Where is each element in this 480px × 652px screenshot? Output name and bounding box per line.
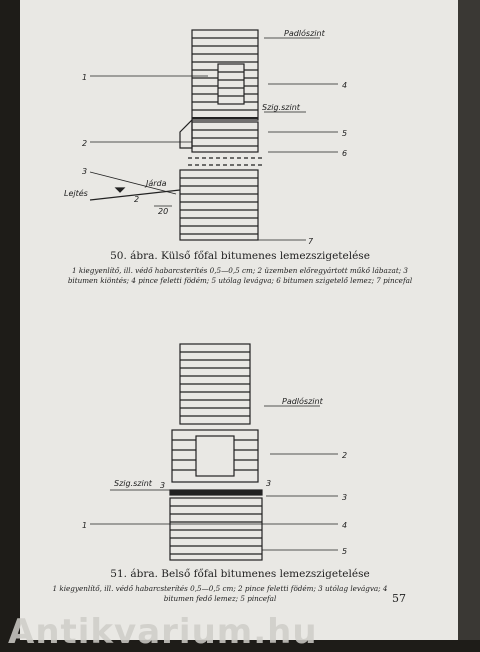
fig50-break-line: [188, 158, 262, 165]
fig51-label-5: 5: [342, 547, 348, 556]
fig50-plinth: [180, 120, 192, 148]
fig51-label-2: 2: [342, 451, 348, 460]
fig50-label-4: 4: [342, 81, 348, 90]
book-spine-shadow: [458, 0, 480, 640]
fig50-basement-wall: [180, 170, 258, 240]
fig51-brick-courses: [180, 352, 250, 416]
fig50-label-1: 1: [82, 73, 88, 82]
fig50-title: 50. ábra. Külső főfal bitumenes lemezszigetelése: [110, 250, 370, 262]
fig51-label-3: 3: [342, 493, 348, 502]
fig50-label-3: 3: [82, 167, 88, 176]
fig50-caption: 1 kiegyenlítő, ill. védő habarcsterítés 0,5—0,5 cm; 2 üzemben előregyártott műkő lábazat; 3 bitumen kiöntés; 4 pince feletti födém; 5 utólag levágva; 6 bitumen szigetelő lemez; 7 pincefal: [67, 266, 413, 285]
fig51-label-3-left: 3: [160, 481, 166, 490]
fig51-caption: 1 kiegyenlítő, ill. védő habarcsterítés 0,5—0,5 cm; 2 pince feletti födém; 3 utólag levágva; 4 bitumen fedő lemez; 5 pincefal: [52, 584, 388, 603]
fig50-lower-courses: [192, 130, 258, 146]
fig51-slab: [196, 436, 234, 476]
fig50-label-7: 7: [308, 237, 314, 246]
fig50-basement-courses: [180, 178, 258, 234]
fig50-label-floor: Padlószint: [284, 29, 325, 38]
fig51-label-4: 4: [342, 521, 348, 530]
fig50-lower-block: [192, 122, 258, 152]
fig50-label-dim2: 2: [134, 195, 140, 204]
fig50-label-5: 5: [342, 129, 348, 138]
fig50-label-6: 6: [342, 149, 348, 158]
fig50-slope-marker: [116, 188, 124, 192]
fig51-basement-courses: [170, 506, 262, 554]
figure-50-diagram: [20, 0, 460, 640]
fig50-label-dim20: 20: [158, 207, 169, 216]
fig51-label-insulation: Szig.szint: [114, 479, 152, 488]
fig51-label-floor: Padlószint: [282, 397, 323, 406]
page-number: 57: [392, 592, 406, 605]
fig50-label-insulation: Szig.szint: [262, 103, 300, 112]
watermark: Antikvarium.hu: [8, 612, 318, 652]
fig50-floor-slab: [218, 64, 244, 104]
book-page: [20, 0, 460, 640]
fig50-label-2: 2: [82, 139, 88, 148]
fig51-title: 51. ábra. Belső főfal bitumenes lemezszigetelése: [110, 568, 370, 580]
fig51-insulation-layer: [170, 490, 262, 495]
fig51-label-3-right: 3: [266, 479, 272, 488]
fig51-basement-wall: [170, 498, 262, 560]
fig51-label-1: 1: [82, 521, 88, 530]
fig50-label-slope: Lejtés: [64, 189, 88, 198]
fig50-label-sidewalk: Járda: [146, 179, 167, 188]
